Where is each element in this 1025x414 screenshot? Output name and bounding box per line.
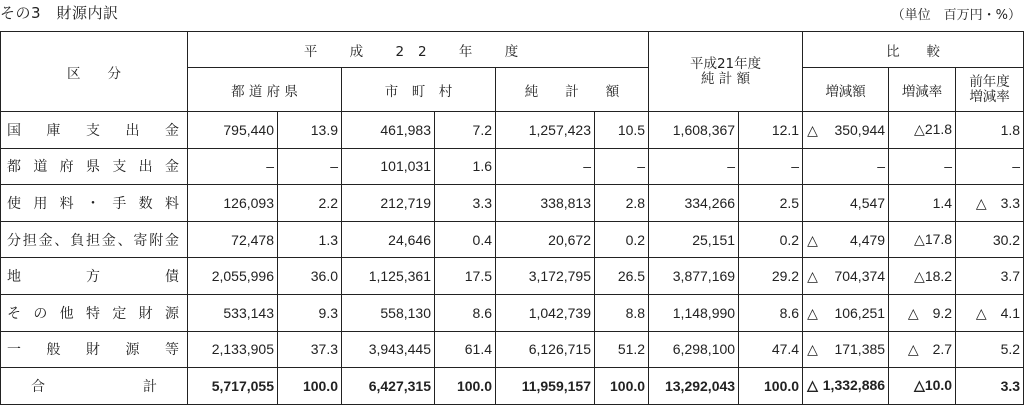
table-cell: 6,126,715 — [496, 331, 595, 368]
table-cell: 25,151 — [649, 221, 739, 258]
table-row — [1, 221, 1024, 258]
header-diff: 増減額 — [803, 68, 889, 112]
table-cell: △ 4,479 — [803, 221, 889, 258]
table-cell: 100.0 — [435, 368, 496, 405]
table-cell: 2.5 — [739, 185, 803, 222]
table-cell: 1,042,739 — [496, 294, 595, 331]
table-cell: 2,133,905 — [188, 331, 278, 368]
row-label: 都道府県支出金 — [1, 148, 188, 185]
table-cell: 0.2 — [739, 221, 803, 258]
header-h22: 平 成 22 年 度 — [188, 32, 649, 68]
row-label: 国庫支出金 — [1, 112, 188, 149]
table-cell: △ 4.1 — [956, 294, 1024, 331]
table-cell: 334,266 — [649, 185, 739, 222]
table-cell: – — [188, 148, 278, 185]
table-cell: 3,172,795 — [496, 258, 595, 295]
page-title: その3 財源内訳 — [0, 4, 119, 22]
table-cell: 100.0 — [739, 368, 803, 405]
table-cell: 13,292,043 — [649, 368, 739, 405]
table-cell: 8.8 — [595, 294, 649, 331]
table-cell: 461,983 — [342, 112, 435, 149]
table-cell: △ 2.7 — [889, 331, 956, 368]
table-cell: 7.2 — [435, 112, 496, 149]
header-muni: 市 町 村 — [342, 68, 496, 112]
table-cell: 3.7 — [956, 258, 1024, 295]
table-cell: 47.4 — [739, 331, 803, 368]
row-label: 地方債 — [1, 258, 188, 295]
table-cell: – — [889, 148, 956, 185]
table-cell: 101,031 — [342, 148, 435, 185]
table-body — [1, 112, 1024, 405]
table-cell: 1.4 — [889, 185, 956, 222]
table-cell: △ 704,374 — [803, 258, 889, 295]
header-net: 純 計 額 — [496, 68, 649, 112]
table-cell: 3,877,169 — [649, 258, 739, 295]
row-label: その他特定財源 — [1, 294, 188, 331]
table-cell: 100.0 — [595, 368, 649, 405]
table-cell: – — [956, 148, 1024, 185]
table-cell: 558,130 — [342, 294, 435, 331]
header-prev-rate: 前年度 増減率 — [956, 68, 1024, 112]
table-row — [1, 368, 1024, 405]
table-cell: 72,478 — [188, 221, 278, 258]
table-cell: 100.0 — [278, 368, 342, 405]
table-cell: 51.2 — [595, 331, 649, 368]
row-label: 使用料・手数料 — [1, 185, 188, 222]
table-cell: 26.5 — [595, 258, 649, 295]
row-label: 分担金、負担金、寄附金 — [1, 221, 188, 258]
table-cell: – — [739, 148, 803, 185]
table-cell: 3.3 — [435, 185, 496, 222]
table-cell: 17.5 — [435, 258, 496, 295]
table-row — [1, 258, 1024, 295]
table-cell: 5.2 — [956, 331, 1024, 368]
table-cell: 61.4 — [435, 331, 496, 368]
header-h21: 平成21年度 純 計 額 — [649, 32, 803, 112]
table-cell: 2.8 — [595, 185, 649, 222]
table-row — [1, 185, 1024, 222]
row-label: 一般財源等 — [1, 331, 188, 368]
table-cell: 29.2 — [739, 258, 803, 295]
table-cell: 11,959,157 — [496, 368, 595, 405]
table-cell: 12.1 — [739, 112, 803, 149]
table-cell: △21.8 — [889, 112, 956, 149]
row-label: 合計 — [1, 368, 188, 405]
table-cell: 1.3 — [278, 221, 342, 258]
table-cell: 1,608,367 — [649, 112, 739, 149]
table-cell: △18.2 — [889, 258, 956, 295]
header-pref: 都 道 府 県 — [188, 68, 342, 112]
table-cell: 10.5 — [595, 112, 649, 149]
table-cell: – — [803, 148, 889, 185]
table-cell: 1.6 — [435, 148, 496, 185]
table-cell: △ 350,944 — [803, 112, 889, 149]
table-cell: 126,093 — [188, 185, 278, 222]
table-cell: 30.2 — [956, 221, 1024, 258]
table-cell: 212,719 — [342, 185, 435, 222]
table-cell: – — [649, 148, 739, 185]
table-row — [1, 148, 1024, 185]
table-cell: – — [595, 148, 649, 185]
table-cell: 533,143 — [188, 294, 278, 331]
table-cell: 8.6 — [435, 294, 496, 331]
table-cell: 8.6 — [739, 294, 803, 331]
header-hi: 比 較 — [803, 32, 1024, 68]
table-cell: 13.9 — [278, 112, 342, 149]
table-cell: 3,943,445 — [342, 331, 435, 368]
table-cell: 1,148,990 — [649, 294, 739, 331]
table-cell: 0.2 — [595, 221, 649, 258]
table-cell: 2.2 — [278, 185, 342, 222]
table-cell: 5,717,055 — [188, 368, 278, 405]
table-cell: 0.4 — [435, 221, 496, 258]
table-cell: △1,332,886 — [803, 368, 889, 405]
unit-note: （単位 百万円・%） — [891, 8, 1021, 23]
table-cell: – — [278, 148, 342, 185]
table-cell: △ 106,251 — [803, 294, 889, 331]
table-cell: 2,055,996 — [188, 258, 278, 295]
header-rate: 増減率 — [889, 68, 956, 112]
header-kubun: 区 分 — [1, 32, 188, 112]
table-cell: 3.3 — [956, 368, 1024, 405]
table-cell: 795,440 — [188, 112, 278, 149]
table-cell: △ 3.3 — [956, 185, 1024, 222]
table-cell: △ 9.2 — [889, 294, 956, 331]
table-cell: △10.0 — [889, 368, 956, 405]
table-cell: 6,298,100 — [649, 331, 739, 368]
table-cell: – — [496, 148, 595, 185]
table-cell: 37.3 — [278, 331, 342, 368]
table-cell: 20,672 — [496, 221, 595, 258]
table-cell: 24,646 — [342, 221, 435, 258]
table-row — [1, 112, 1024, 149]
table-cell: 6,427,315 — [342, 368, 435, 405]
finance-table — [0, 31, 1024, 405]
table-row — [1, 294, 1024, 331]
table-cell: 1,257,423 — [496, 112, 595, 149]
table-cell: 9.3 — [278, 294, 342, 331]
table-cell: 36.0 — [278, 258, 342, 295]
table-cell: 338,813 — [496, 185, 595, 222]
table-cell: 1.8 — [956, 112, 1024, 149]
table-cell: △ 171,385 — [803, 331, 889, 368]
table-cell: 4,547 — [803, 185, 889, 222]
table-cell: △17.8 — [889, 221, 956, 258]
table-cell: 1,125,361 — [342, 258, 435, 295]
table-row — [1, 331, 1024, 368]
